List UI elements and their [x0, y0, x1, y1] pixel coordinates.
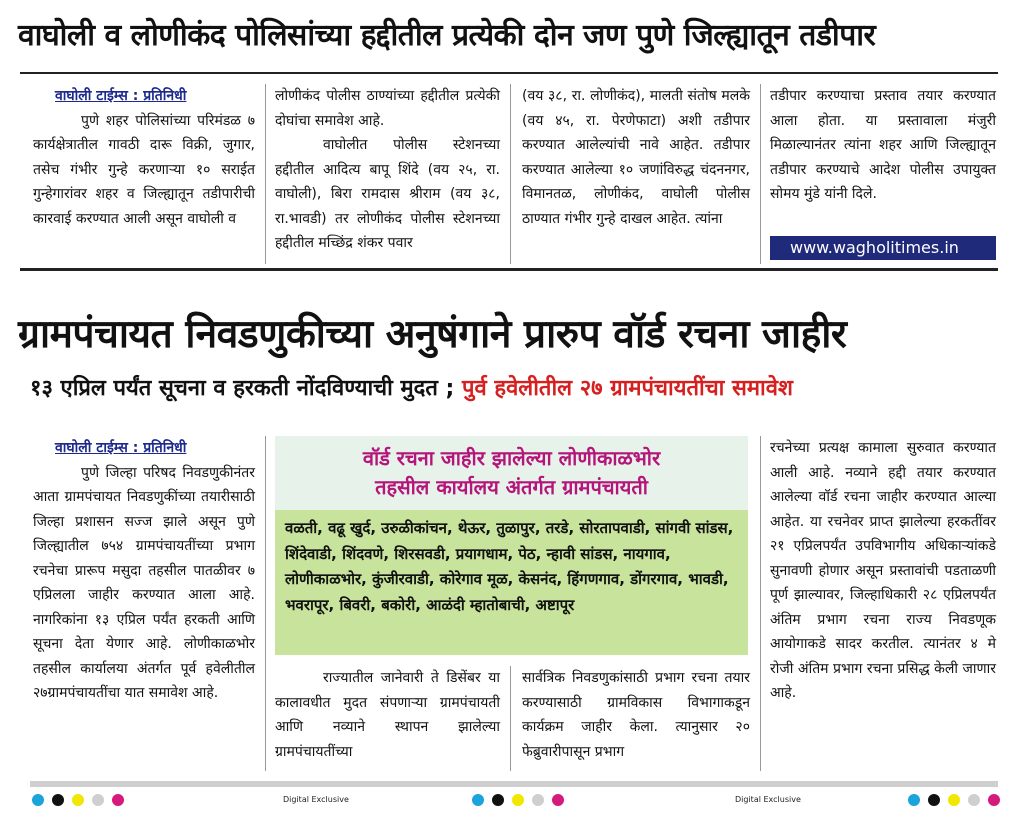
section-rule: [20, 268, 998, 271]
gray-registration-dot: [968, 794, 980, 806]
footer-label-right: Digital Exclusive: [735, 795, 801, 804]
website-banner: www.wagholitimes.in: [770, 236, 996, 260]
story1-column-1: [33, 84, 255, 231]
magenta-registration-dot: [112, 794, 124, 806]
magenta-registration-dot: [988, 794, 1000, 806]
column-divider: [510, 666, 511, 771]
story1-col2a-text: लोणीकंद पोलीस ठाण्यांच्या हद्दीतील प्रत्येकी दोघांचा समावेश आहे.: [275, 88, 500, 129]
story1-byline: वाघोली टाईम्स : प्रतिनिधी: [55, 88, 187, 104]
cyan-registration-dot: [32, 794, 44, 806]
column-divider: [510, 84, 511, 264]
box-title-line2: तहसील कार्यालय अंतर्गत ग्रामपंचायती: [375, 475, 648, 499]
village-list-box: वळती, वढू खुर्द, उरुळीकांचन, थेऊर, तुळापुर, तरडे, सोरतापवाडी, सांगवी सांडस, शिंदेवाडी, शिंदवणे, शिरसवडी, प्रयागधाम, पेठ, न्हावी सांडस, नायगाव, लोणीकाळभोर, कुंजीरवाडी, कोरेगाव मूळ, केसनंद, हिंगणगाव, डोंगरगाव, भावडी, भवरापूर, बिवरी, बकोरी, आळंदी म्हातोबाची, अष्टापूर: [275, 510, 748, 655]
story2-subhead: [30, 372, 1010, 406]
story1-column-4: [770, 84, 996, 207]
story2-column-4: [770, 436, 996, 706]
bottom-bar: [30, 781, 998, 787]
magenta-registration-dot: [552, 794, 564, 806]
subhead-villages: पुर्व हवेलीतील २७ ग्रामपंचायतींचा समावेश: [462, 376, 793, 401]
story2-col2-text: राज्यातील जानेवारी ते डिसेंबर या कालावधीत मुदत संपणाऱ्या ग्रामपंचायती आणि नव्याने स्थापन झालेल्या ग्रामपंचायतींच्या: [275, 670, 500, 760]
yellow-registration-dot: [948, 794, 960, 806]
story1-col2b-text: वाघोलीत पोलीस स्टेशनच्या हद्दीतील आदित्य बापू शिंदे (वय २५, रा. वाघोली), बिरा रामदास श्रीराम (वय ३८, रा.भावडी) तर लोणीकंद पोलीस स्टेशनच्या हद्दीतील मच्छिंद्र शंकर पवार: [275, 137, 500, 251]
story2-column-1: [33, 436, 255, 706]
story2-col3-text: सार्वत्रिक निवडणुकांसाठी प्रभाग रचना तयार करण्यासाठी ग्रामविकास विभागाकडून कार्यक्रम जाहीर केला. त्यानुसार २० फेब्रुवारीपासून प्रभाग: [522, 670, 750, 760]
box-title-line1: वॉर्ड रचना जाहीर झालेल्या लोणीकाळभोर: [362, 446, 661, 470]
gray-registration-dot: [92, 794, 104, 806]
story1-column-3: [522, 84, 750, 231]
black-registration-dot: [928, 794, 940, 806]
cyan-registration-dot: [908, 794, 920, 806]
footer-label-center: Digital Exclusive: [283, 795, 349, 804]
column-divider: [265, 436, 266, 771]
story1-col3-text: (वय ३८, रा. लोणीकंद), मालती संतोष मलके (वय ४५, रा. पेरणेफाटा) अशी तडीपार करण्यात आलेल्यांची नावे आहेत. तडीपार करण्यात आलेल्या १० जणांविरुद्ध चंदननगर, विमानतळ, लोणीकंद, वाघोली पोलीस ठाण्यात गंभीर गुन्हे दाखल आहेत. त्यांना: [522, 88, 750, 227]
black-registration-dot: [52, 794, 64, 806]
subhead-deadline: १३ एप्रिल पर्यंत सूचना व हरकती नोंदविण्याची मुदत ;: [30, 376, 455, 401]
cyan-registration-dot: [472, 794, 484, 806]
story2-col4-text: रचनेच्या प्रत्यक्ष कामाला सुरुवात करण्यात आली आहे. नव्याने हद्दी तयार करण्यात आलेल्या वॉर्ड रचना जाहीर करण्यात आल्या आहेत. या रचनेवर प्राप्त झालेल्या हरकतींवर २१ एप्रिलपर्यंत उपविभागीय अधिकाऱ्यांकडे सुनावणी होणार असून प्रस्तावांची पडताळणी पूर्ण झाल्यावर, जिल्हाधिकारी २८ एप्रिलपर्यंत अंतिम प्रभाग रचना राज्य निवडणूक आयोगाकडे सादर करतील. त्यानंतर ४ मे रोजी अंतिम प्रभाग रचना प्रसिद्ध केली जाणार आहे.: [770, 440, 996, 701]
column-divider: [760, 84, 761, 264]
story1-column-2: [275, 84, 500, 256]
village-box-title: [275, 436, 748, 510]
gray-registration-dot: [532, 794, 544, 806]
yellow-registration-dot: [72, 794, 84, 806]
story1-col4-text: तडीपार करण्याचा प्रस्ताव तयार करण्यात आला होता. या प्रस्तावाला मंजुरी मिळाल्यानंतर त्यांना शहर आणि जिल्ह्यातून तडीपार करण्याचे आदेश पोलीस उपायुक्त सोमय मुंडे यांनी दिले.: [770, 88, 996, 202]
black-registration-dot: [492, 794, 504, 806]
story2-column-2: [275, 666, 500, 764]
top-rule: [20, 72, 998, 74]
story2-byline: वाघोली टाईम्स : प्रतिनिधी: [55, 440, 187, 456]
story1-headline: वाघोली व लोणीकंद पोलिसांच्या हद्दीतील प्रत्येकी दोन जण पुणे जिल्ह्यातून तडीपार: [18, 18, 876, 53]
story1-col1-text: पुणे शहर पोलिसांच्या परिमंडळ ७ कार्यक्षेत्रातील गावठी दारू विक्री, जुगार, तसेच गंभीर गुन्हे करणाऱ्या १० सराईत गुन्हेगारांवर शहर व जिल्ह्यातून तडीपारीची कारवाई करण्यात आली असून वाघोली व: [33, 112, 255, 227]
story2-column-3: [522, 666, 750, 764]
column-divider: [265, 84, 266, 264]
story2-col1-text: पुणे जिल्हा परिषद निवडणुकीनंतर आता ग्रामपंचायत निवडणुकींच्या तयारीसाठी जिल्हा प्रशासन सज्ज झाले असून पुणे जिल्ह्यातील ७५४ ग्रामपंचायतींच्या प्रभाग रचनेचा प्रारूप मसुदा तहसील पातळीवर ७ एप्रिलला जाहीर करण्यात आला आहे. नागरिकांना १३ एप्रिल पर्यंत हरकती आणि सूचना देता येणार आहे. लोणीकाळभोर तहसील कार्यालया अंतर्गत पूर्व हवेलीतील २७ग्रामपंचायतींचा यात समावेश आहे.: [33, 464, 255, 701]
story2-headline: ग्रामपंचायत निवडणुकीच्या अनुषंगाने प्रारुप वॉर्ड रचना जाहीर: [18, 312, 847, 357]
yellow-registration-dot: [512, 794, 524, 806]
column-divider: [760, 436, 761, 771]
